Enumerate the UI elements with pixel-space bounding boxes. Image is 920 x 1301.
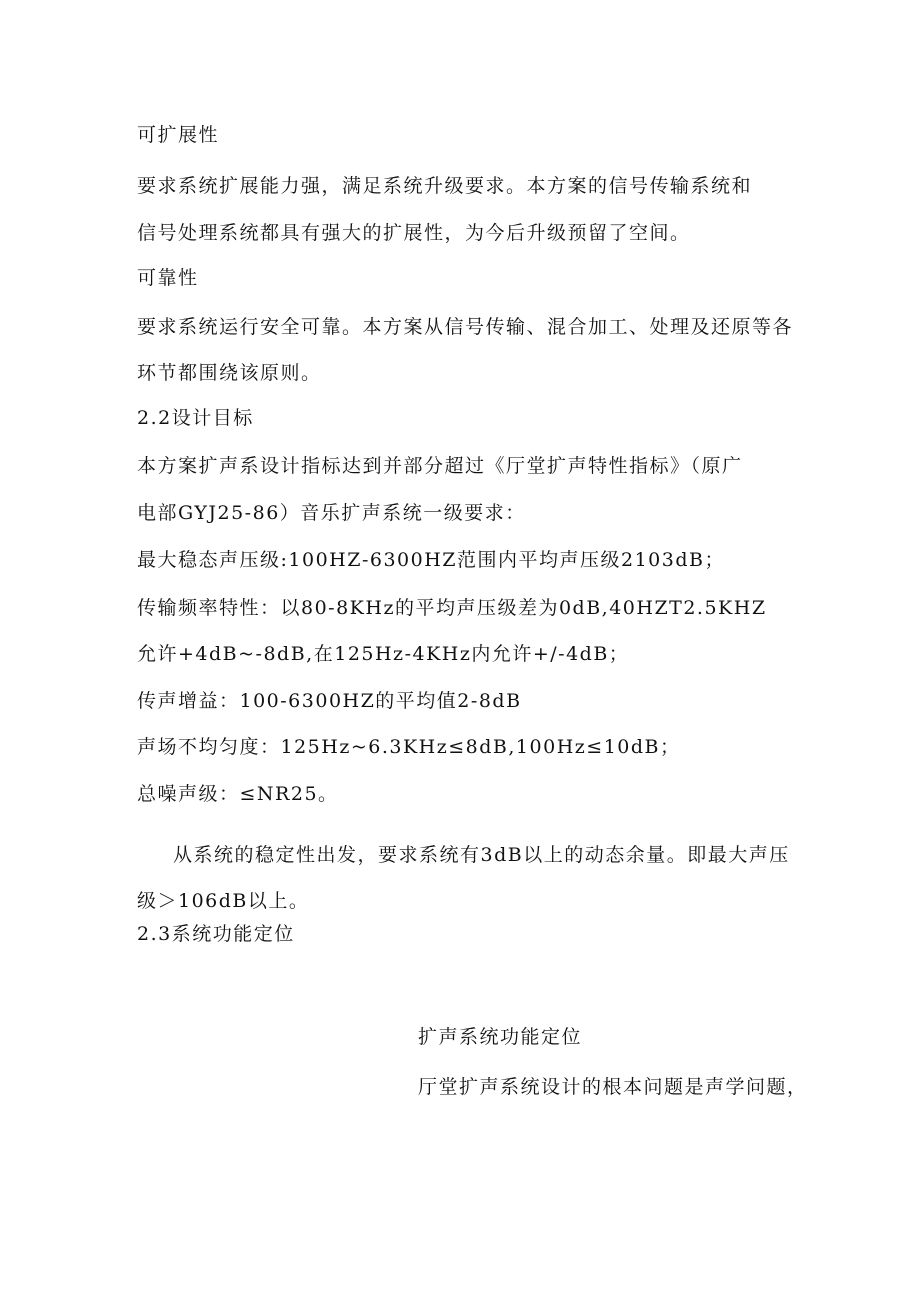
- stability-paragraph-line-1: 从系统的稳定性出发，要求系统有3dB以上的动态余量。即最大声压: [173, 844, 790, 866]
- goal-paragraph-line-2: 电部GYJ25-86）音乐扩声系统一级要求：: [137, 502, 526, 524]
- spec-max-spl: 最大稳态声压级:100HZ-6300HZ范围内平均声压级2103dB；: [137, 549, 725, 571]
- reliability-paragraph-line-2: 环节都围绕该原则。: [137, 362, 322, 384]
- section-heading-2-2: 2.2设计目标: [137, 407, 254, 429]
- closing-paragraph-line-1: 厅堂扩声系统设计的根本问题是声学问题，: [418, 1076, 808, 1098]
- scalability-heading: 可扩展性: [137, 124, 220, 146]
- spec-field-uniformity: 声场不均匀度：125Hz~6.3KHz≤8dB,100Hz≤10dB；: [137, 736, 681, 758]
- stability-paragraph-line-2: 级＞106dB以上。: [137, 890, 310, 912]
- section-heading-2-3: 2.3系统功能定位: [137, 923, 295, 945]
- spec-frequency-response-line-1: 传输频率特性：以80-8KHz的平均声压级差为0dB,40HZT2.5KHZ: [137, 597, 767, 619]
- scalability-paragraph-line-1: 要求系统扩展能力强，满足系统升级要求。本方案的信号传输系统和: [137, 175, 753, 197]
- sub-heading-function-positioning: 扩声系统功能定位: [418, 1026, 583, 1048]
- reliability-paragraph-line-1: 要求系统运行安全可靠。本方案从信号传输、混合加工、处理及还原等各: [137, 316, 794, 338]
- spec-total-noise: 总噪声级：≤NR25。: [137, 783, 339, 805]
- goal-paragraph-line-1: 本方案扩声系设计指标达到并部分超过《厅堂扩声特性指标》（原广: [137, 455, 743, 477]
- spec-transmission-gain: 传声增益：100-6300HZ的平均值2-8dB: [137, 690, 522, 712]
- spec-frequency-response-line-2: 允许+4dB~-8dB,在125Hz-4KHz内允许+/-4dB；: [137, 643, 630, 665]
- reliability-heading: 可靠性: [137, 267, 199, 289]
- scalability-paragraph-line-2: 信号处理系统都具有强大的扩展性，为今后升级预留了空间。: [137, 222, 691, 244]
